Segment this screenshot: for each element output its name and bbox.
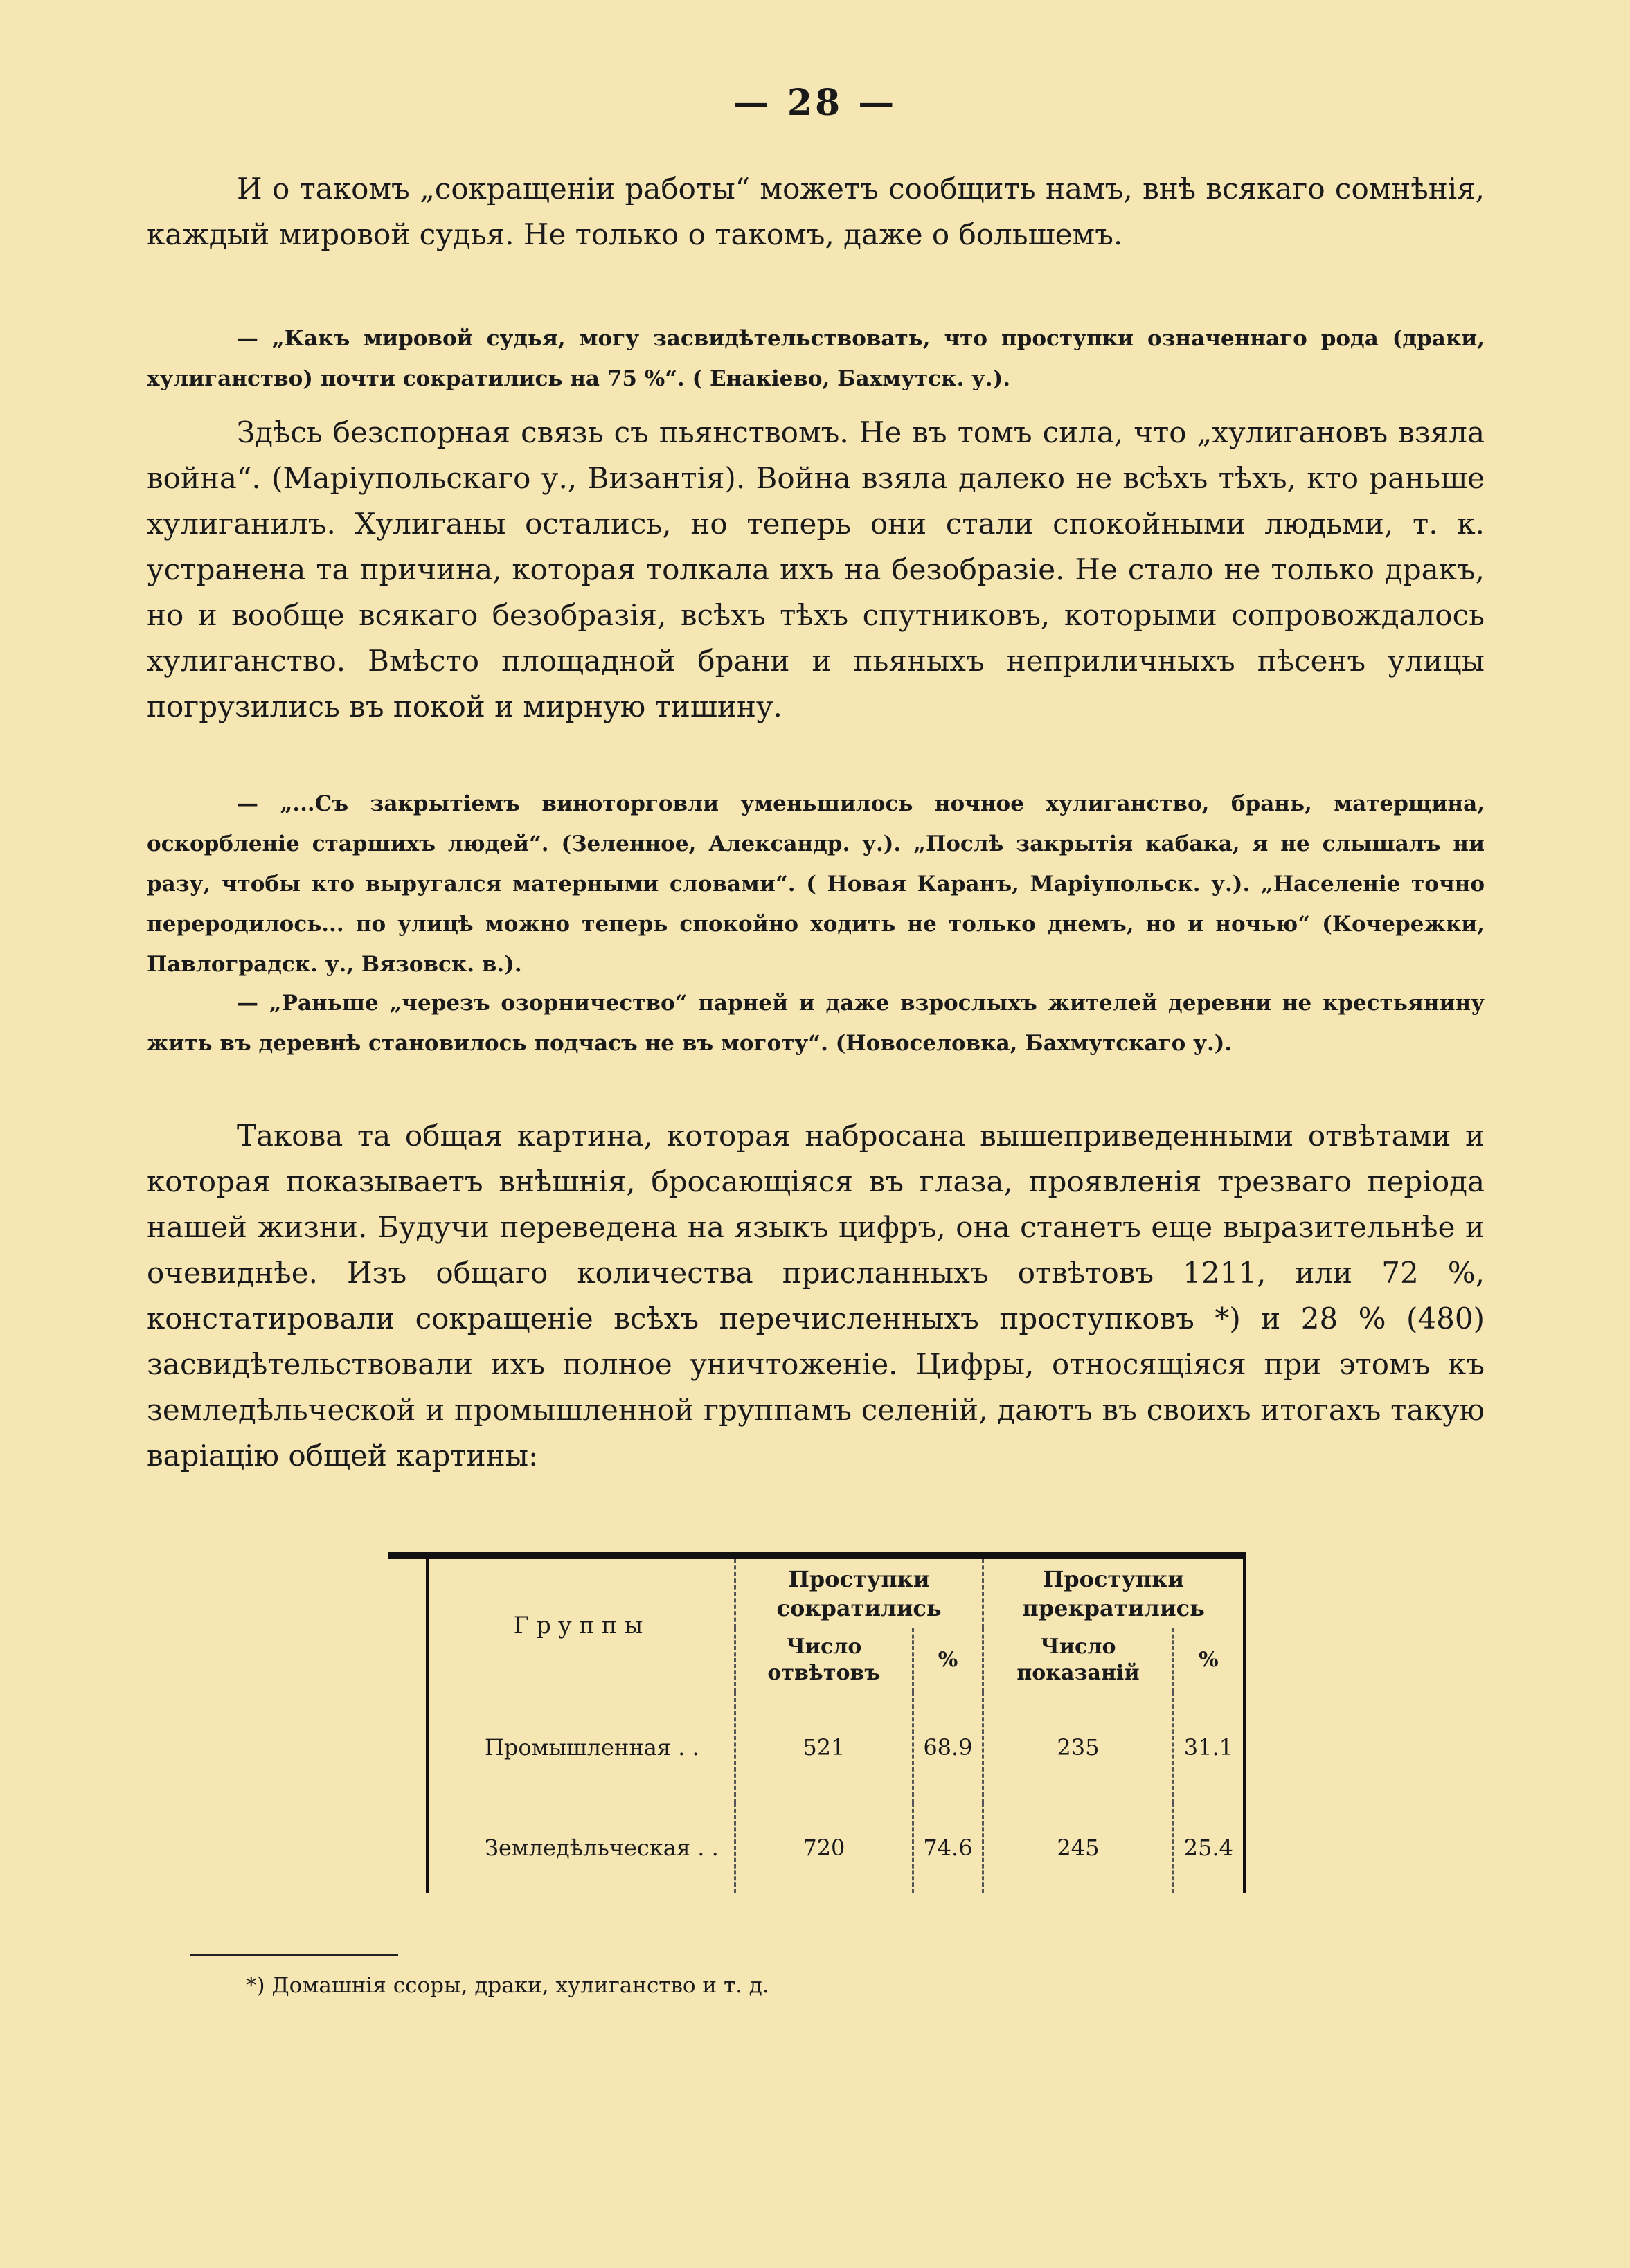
footnote: *) Домашнія ссоры, драки, хулиганство и т. д. xyxy=(246,1973,769,1998)
header-count-reports: Число показаній xyxy=(983,1628,1174,1692)
statistics-table xyxy=(426,1559,1246,1893)
header-stopped-pct: % xyxy=(1173,1628,1244,1692)
row-group-label: Промышленная . . xyxy=(428,1692,735,1803)
header-count-answers: Число отвѣтовъ xyxy=(735,1628,913,1692)
paragraph-1: И о такомъ „сокращеніи работы“ можетъ сообщить намъ, внѣ всякаго сомнѣнія, каждый мировой судья. Не только о такомъ, даже о большемъ. xyxy=(147,172,1485,251)
cell-stopped-count: 245 xyxy=(983,1803,1174,1893)
cell-reduced-pct: 74.6 xyxy=(913,1803,983,1893)
cell-reduced-count: 720 xyxy=(735,1803,913,1893)
paragraph-2: Здѣсь безспорная связь съ пьянствомъ. Не въ томъ сила, что „хулигановъ взяла война“. (Маріупольскаго у., Византія). Война взяла далеко не всѣхъ тѣхъ, кто раньше хулиганилъ. Хулиганы остались, но теперь они стали спокойными людьми, т. к. устранена та причина, которая толкала ихъ на безобразіе. Не стало не только дракъ, но и вообще всякаго безобразія, всѣхъ тѣхъ спутниковъ, которыми сопровождалось хулиганство. Вмѣсто площадной брани и пьяныхъ неприличныхъ пѣсенъ улицы погрузились въ покой и мирную тишину. xyxy=(147,415,1485,723)
quote-3: — „Раньше „черезъ озорничество“ парней и даже взрослыхъ жителей деревни не крестьянину жить въ деревнѣ становилось подчасъ не въ моготу“. (Новоселовка, Бахмутскаго у.). xyxy=(147,991,1485,1056)
footnote-rule xyxy=(190,1954,398,1956)
table-row xyxy=(428,1692,1245,1803)
quote-2: — „...Съ закрытіемъ виноторговли уменьшилось ночное хулиганство, брань, матерщина, оскорбленіе старшихъ людей“. (Зеленное, Александр. у.). „Послѣ закрытія кабака, я не слышалъ ни разу, чтобы кто выругался матерными словами“. ( Новая Каранъ, Маріупольск. у.). „Населеніе точно переродилось... по улицѣ можно теперь спокойно ходить не только днемъ, но и ночью“ (Кочережки, Павлоградск. у., Вязовск. в.). xyxy=(147,791,1485,977)
row-group-label: Земледѣльческая . . xyxy=(428,1803,735,1893)
header-reduced: Проступки сократились xyxy=(735,1559,983,1628)
header-groups: Группы xyxy=(428,1559,735,1692)
cell-stopped-pct: 25.4 xyxy=(1173,1803,1244,1893)
quote-2-block xyxy=(147,784,1485,984)
paragraph-2-block xyxy=(147,410,1485,730)
paragraph-1-block xyxy=(147,166,1485,258)
table-top-rule xyxy=(388,1552,1246,1559)
table-header-row-1 xyxy=(428,1559,1245,1628)
paragraph-3: Такова та общая картина, которая набросана вышеприведенными отвѣтами и которая показываетъ внѣшнія, бросающіяся въ глаза, проявленія трезваго періода нашей жизни. Будучи переведена на языкъ цифръ, она станетъ еще выразительнѣе и очевиднѣе. Изъ общаго количества присланныхъ отвѣтовъ 1211, или 72 %, констатировали сокращеніе всѣхъ перечисленныхъ проступковъ *) и 28 % (480) засвидѣтельствовали ихъ полное уничтоженіе. Цифры, относящіяся при этомъ къ земледѣльческой и промышленной группамъ селеній, даютъ въ своихъ итогахъ такую варіацію общей картины: xyxy=(147,1119,1485,1473)
cell-stopped-pct: 31.1 xyxy=(1173,1692,1244,1803)
cell-stopped-count: 235 xyxy=(983,1692,1174,1803)
quote-1-block xyxy=(147,318,1485,399)
quote-1: — „Какъ мировой судья, могу засвидѣтельствовать, что проступки означеннаго рода (драки, хулиганство) почти сократились на 75 %“. ( Енакіево, Бахмутск. у.). xyxy=(147,326,1485,391)
paragraph-3-block xyxy=(147,1113,1485,1479)
table-row xyxy=(428,1803,1245,1893)
cell-reduced-pct: 68.9 xyxy=(913,1692,983,1803)
header-reduced-pct: % xyxy=(913,1628,983,1692)
page-number: — 28 — xyxy=(733,82,897,124)
quote-3-block xyxy=(147,983,1485,1063)
header-stopped: Проступки прекратились xyxy=(983,1559,1245,1628)
statistics-table-wrap xyxy=(388,1552,1246,1893)
cell-reduced-count: 521 xyxy=(735,1692,913,1803)
